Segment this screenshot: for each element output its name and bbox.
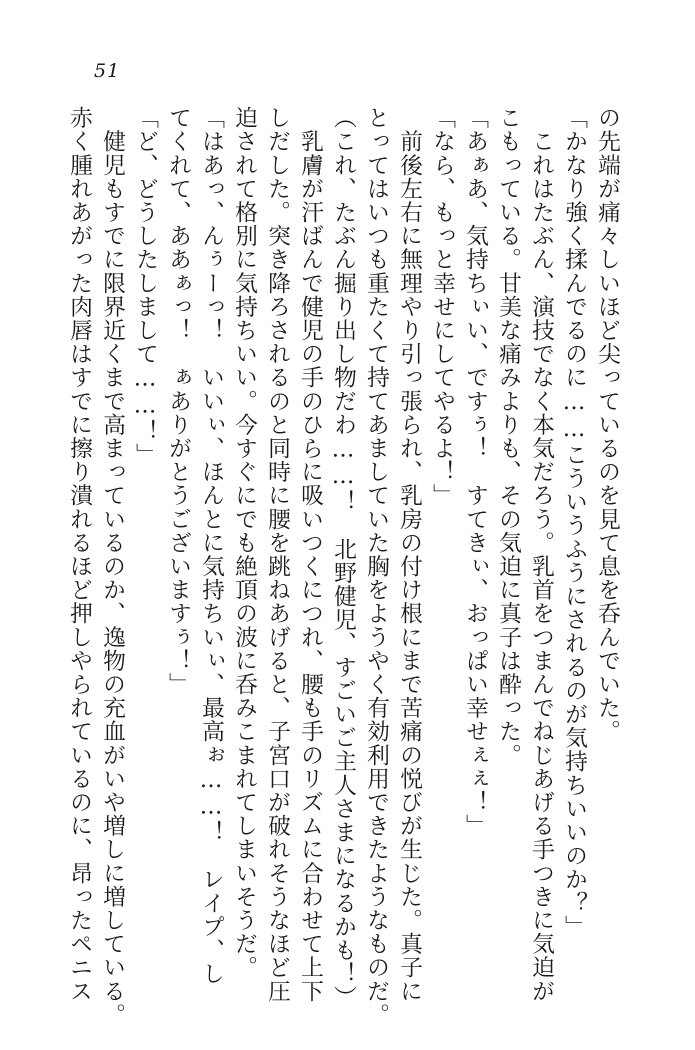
page-number: 51 — [94, 60, 121, 82]
text-column: 迫されて格別に気持ちいい。今すぐにでも絶頂の波に呑みこまれてしまいそうだ。 — [231, 106, 257, 980]
text-column: 乳膚が汗ばんで健児の手のひらに吸いつくにつれ、腰も手のリズムに合わせて上下 — [297, 106, 323, 1003]
text-column: 「ど、どうしたしまして……！」 — [132, 106, 158, 467]
text-column: しだした。突き降ろされるのと同時に腰を跳ねあげると、子宮口が破れそうなほど圧 — [264, 106, 290, 1003]
text-column: 「なら、もっと幸せにしてやるよ！」 — [429, 106, 455, 508]
text-column: 前後左右に無理やり引っ張られ、乳房の付け根にまで苦痛の悦びが生じた。真子に — [396, 106, 422, 1003]
text-column: （これ、たぶん掘り出し物だわ……！ 北野健児、すごいご主人さまになるかも！） — [330, 106, 356, 1010]
text-column: の先端が痛々しいほど尖っているのを見て息を呑んでいた。 — [594, 106, 620, 744]
text-column: 赤く腫れあがった肉唇はすでに擦り潰れるほど押しやられているのに、昂ったペニス — [66, 106, 92, 1003]
text-column: てくれて、ああぁっ！ ぁありがとうございますぅ！」 — [165, 106, 191, 696]
text-column: 健児もすでに限界近くまで高まっているのか、逸物の充血がいや増しに増している。 — [99, 106, 125, 1027]
text-column: 「はあっ、んぅーっ！ いいぃ、ほんとに気持ちいぃ、最高ぉ……！ レイプ、し — [198, 106, 224, 986]
text-column: これはたぶん、演技でなく本気だろう。乳首をつまんでねじあげる手つきに気迫が — [528, 106, 554, 1003]
text-column: 「あぁあ、気持ちぃい、ですぅ！ すてきぃ、おっぱい幸せぇぇ！」 — [462, 106, 488, 838]
text-column: とってはいつも重たくて持てあましていた胸をようやく有効利用できたようなものだ。 — [363, 106, 389, 1027]
text-column: こもっている。甘美な痛みよりも、その気迫に真子は酔った。 — [495, 106, 521, 767]
text-column: 「かなり強く揉んでるのに……こういうふうにされるのが気持ちいいのか？」 — [561, 106, 587, 939]
